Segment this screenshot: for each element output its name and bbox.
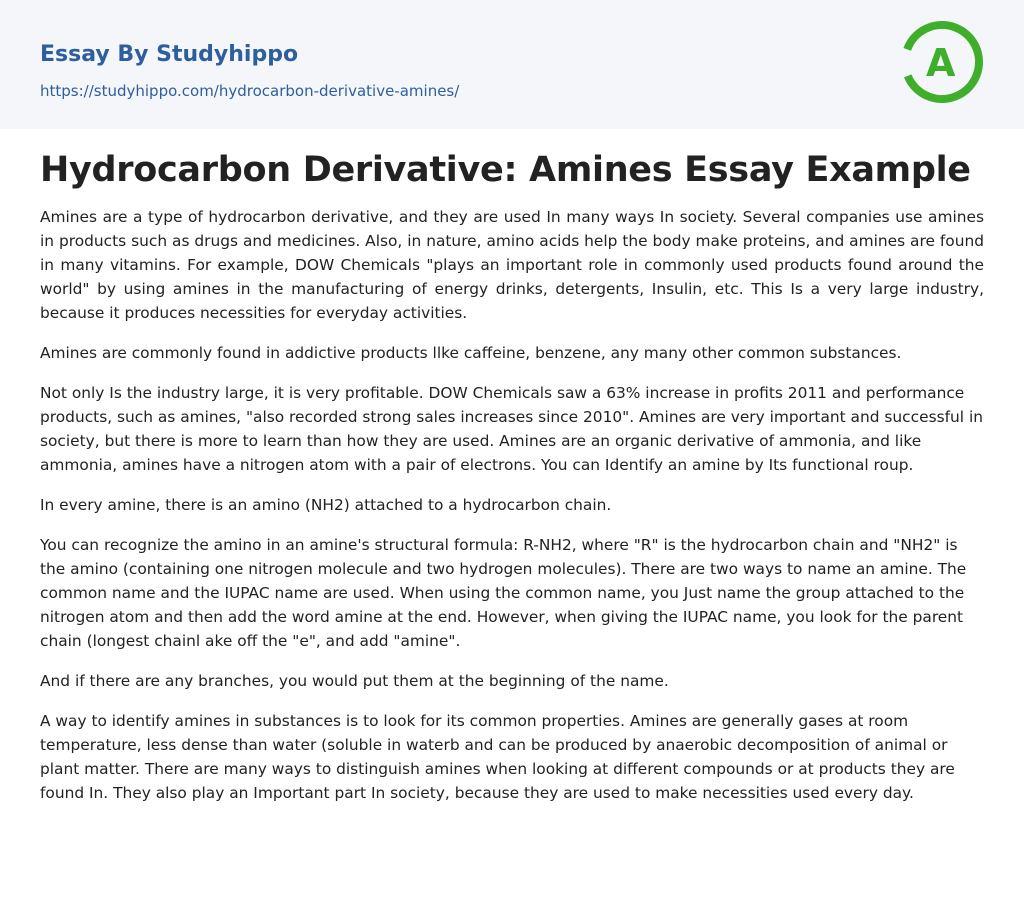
paragraph-4: In every amine, there is an amino (NH2) attached to a hydrocarbon chain. (40, 496, 612, 514)
site-header (0, 0, 1024, 129)
page-url-link[interactable]: https://studyhippo.com/hydrocarbon-derivative-amines/ (40, 82, 460, 100)
studyhippo-logo-icon[interactable] (900, 20, 984, 104)
paragraph-7: A way to identify amines in substances is to look for its common properties. Amines are generally gases at room temperature, less dense than water (soluble in waterb and can be produced by anaerobic decomposition of animal or plant matter. There are many ways to distinguish amines when looking at different compounds or at products they are found In. They also play an Important part In society, because they are used to make necessities used every day. (40, 712, 955, 802)
site-brand[interactable]: Essay By Studyhippo (40, 42, 299, 67)
page-title: Hydrocarbon Derivative: Amines Essay Example (40, 150, 971, 190)
paragraph-6: And if there are any branches, you would put them at the beginning of the name. (40, 672, 669, 690)
paragraph-1: Amines are a type of hydrocarbon derivative, and they are used In many ways In society. Several companies use amines in products such as drugs and medicines. Also, in nature, amino acids help the body make proteins, and amines are found in many vitamins. For example, DOW Chemicals "plays an important role in commonly used products found around the world" by using amines in the manufacturing of energy drinks, detergents, Insulin, etc. This Is a very large industry, because it produces necessities for everyday activities. (40, 208, 984, 322)
paragraph-3: Not only Is the industry large, it is very profitable. DOW Chemicals saw a 63% increase in profits 2011 and performance products, such as amines, "also recorded strong sales increases since 2010". Amines are very important and successful in society, but there is more to learn than how they are used. Amines are an organic derivative of ammonia, and like ammonia, amines have a nitrogen atom with a pair of electrons. You can Identify an amine by Its functional roup. (40, 384, 983, 474)
paragraph-2: Amines are commonly found in addictive products llke caffeine, benzene, any many other common substances. (40, 344, 902, 362)
logo-letter: A (926, 41, 956, 85)
paragraph-5: You can recognize the amino in an amine's structural formula: R-NH2, where "R" is the hydrocarbon chain and "NH2" is the amino (containing one nitrogen molecule and two hydrogen molecules). There are two ways to name an amine. The common name and the IUPAC name are used. When using the common name, you Just name the group attached to the nitrogen atom and then add the word amine at the end. However, when giving the IUPAC name, you look for the parent chain (longest chainl ake off the "e", and add "amine". (40, 536, 967, 650)
article (0, 147, 1024, 805)
